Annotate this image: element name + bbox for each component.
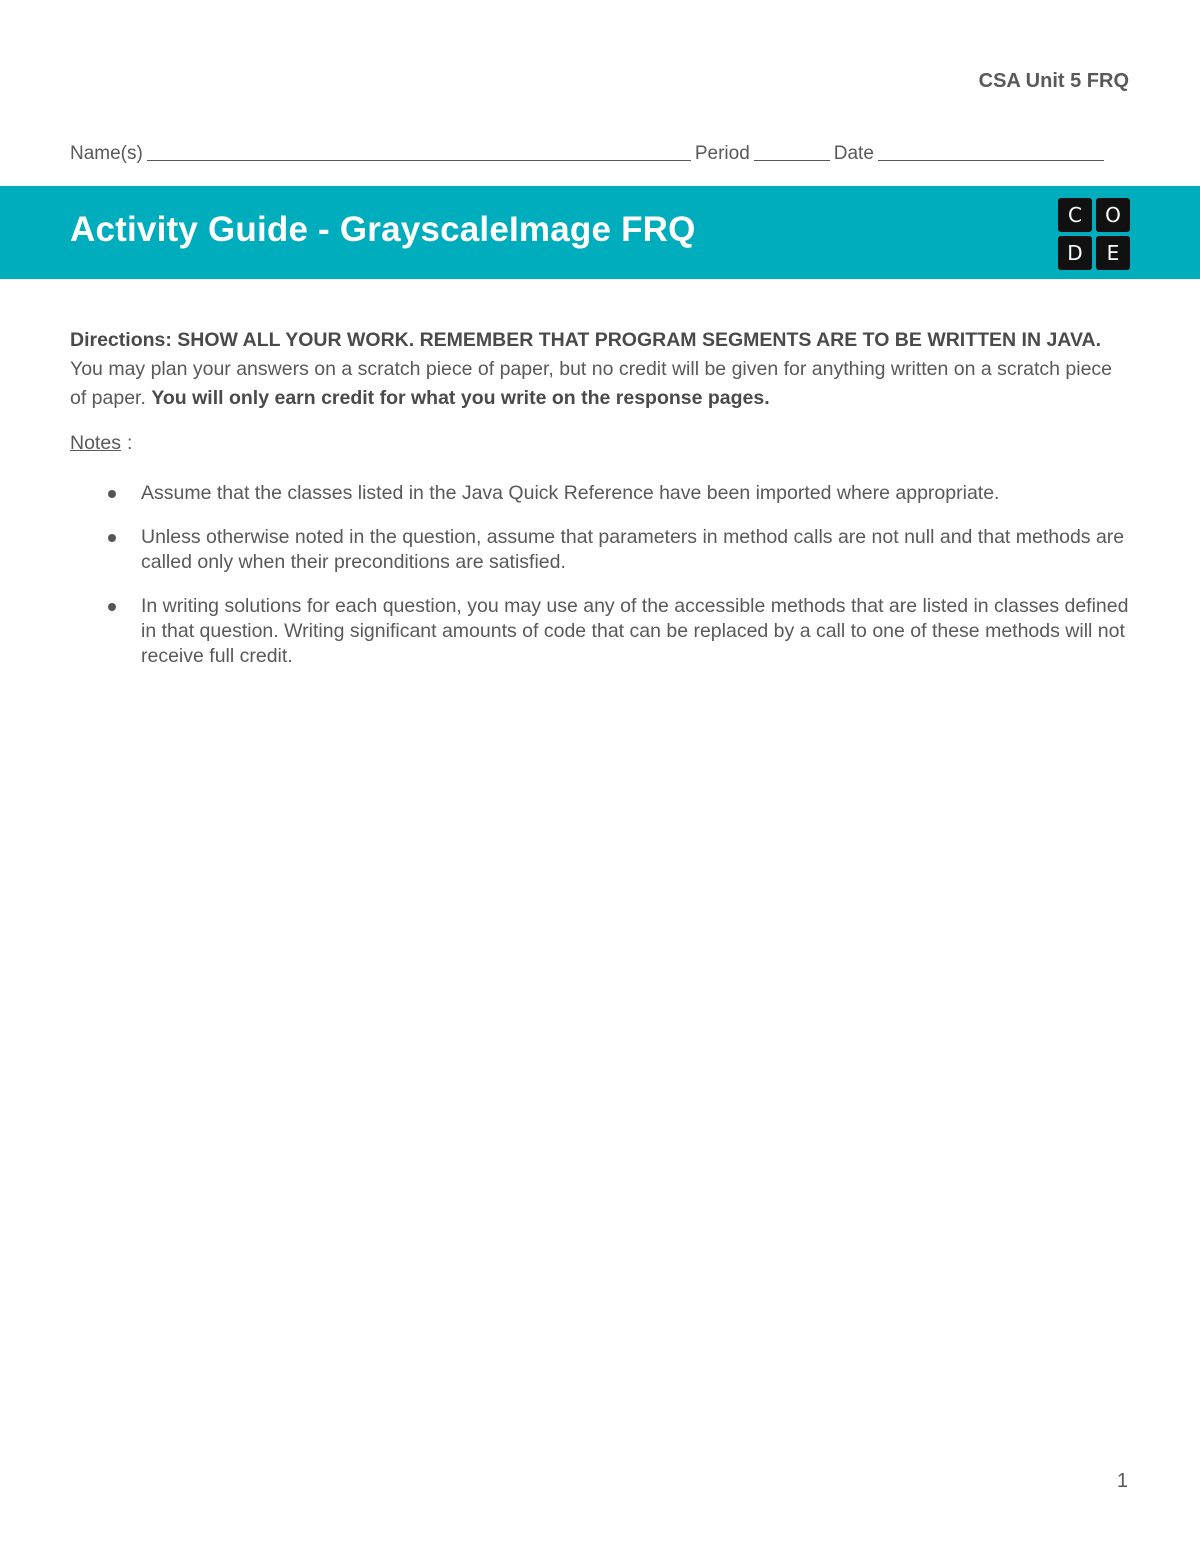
name-period-date-line (70, 140, 1130, 165)
bullet-icon (108, 534, 116, 542)
list-item (70, 525, 1132, 575)
date-field[interactable] (878, 140, 1104, 161)
directions-tail: You will only earn credit for what you write on the response pages. (151, 387, 770, 409)
notes-colon: : (127, 432, 133, 454)
note-text: Assume that the classes listed in the Java Quick Reference have been imported where appropriate. (141, 482, 1000, 504)
logo-letter-c: C (1058, 198, 1092, 232)
directions-lead: Directions: SHOW ALL YOUR WORK. REMEMBER THAT PROGRAM SEGMENTS ARE TO BE WRITTEN IN JAVA. (70, 329, 1102, 351)
notes-label: Notes (70, 432, 121, 454)
code-logo (1058, 198, 1130, 270)
note-text: Unless otherwise noted in the question, assume that parameters in method calls are not null and that methods are called only when their preconditions are satisfied. (141, 526, 1125, 573)
logo-letter-e: E (1096, 236, 1130, 270)
directions-paragraph (70, 326, 1132, 413)
names-label: Name(s) (70, 143, 143, 164)
course-label: CSA Unit 5 FRQ (978, 70, 1129, 92)
date-label: Date (833, 143, 874, 164)
logo-letter-d: D (1058, 236, 1092, 270)
names-field[interactable] (147, 140, 691, 161)
list-item (70, 594, 1132, 669)
notes-list (70, 481, 1132, 688)
bullet-icon (108, 603, 116, 611)
page-title: Activity Guide - GrayscaleImage FRQ (70, 210, 696, 249)
period-label: Period (694, 143, 750, 164)
logo-letter-o: O (1096, 198, 1130, 232)
bullet-icon (108, 490, 116, 498)
title-banner (0, 186, 1200, 279)
note-text: In writing solutions for each question, you may use any of the accessible methods that are listed in classes defined in that question. Writing significant amounts of code that can be replaced by a call to one of these methods will not receive full credit. (141, 595, 1129, 667)
period-field[interactable] (754, 140, 830, 161)
list-item (70, 481, 1132, 506)
directions-middle: You may plan your answers on a scratch piece of paper, but no credit will be given for anything written on a scratch piece of paper. (70, 358, 1113, 409)
page-number: 1 (1116, 1470, 1128, 1492)
